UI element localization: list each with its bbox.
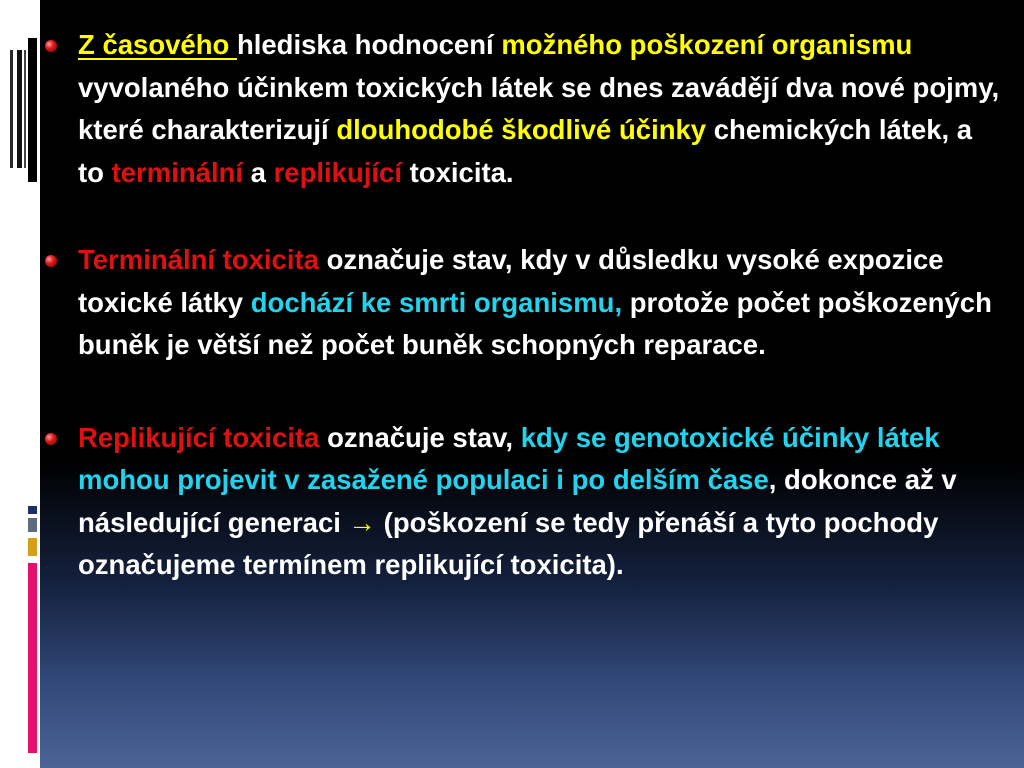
body-text: (poškození se tedy přenáší a tyto pochody označujeme termínem replikující toxicita).	[78, 506, 939, 580]
body-text: chemických látek, a to	[78, 114, 973, 188]
right-arrow-icon: →	[348, 506, 377, 538]
highlight-text: Z časového	[78, 29, 237, 60]
body-text: vyvolaného účinkem toxických látek se dnes zavádějí dva nové pojmy, které charakterizují	[78, 71, 1000, 145]
body-text: a	[243, 156, 274, 188]
body-text: označuje stav,	[319, 421, 521, 453]
red-sphere-bullet-icon	[45, 433, 57, 445]
decorative-bar	[28, 563, 37, 753]
body-text: hlediska hodnocení	[236, 29, 502, 60]
highlight-text: možného poškození organismu	[501, 29, 913, 60]
highlight-text: dlouhodobé škodlivé účinky	[336, 114, 707, 145]
bullet-item-replicating-toxicity	[45, 417, 1005, 587]
decorative-bar	[24, 50, 26, 168]
body-text: označuje stav, kdy v důsledku vysoké expozice toxické látky	[78, 244, 944, 318]
body-text: toxicita.	[402, 156, 514, 188]
term-text: Terminální toxicita	[78, 244, 319, 275]
term-text: Replikující toxicita	[78, 421, 320, 453]
decorative-bar	[10, 50, 13, 168]
red-sphere-bullet-icon	[45, 255, 57, 267]
red-sphere-bullet-icon	[45, 40, 57, 52]
decorative-bar	[28, 38, 37, 182]
highlight-text: dochází ke smrti organismu,	[250, 286, 623, 318]
highlight-text: kdy se genotoxické účinky látek mohou projevit v zasažené populaci i po delším čase	[78, 421, 940, 495]
term-text: terminální	[111, 156, 244, 188]
term-text: replikující	[273, 156, 402, 188]
body-text: protože počet poškozených buněk je větší než počet buněk schopných reparace.	[78, 286, 992, 360]
decorative-bar	[17, 50, 22, 168]
decorative-bar	[28, 506, 37, 514]
bullet-item-time-perspective	[45, 24, 1005, 194]
slide-content	[45, 24, 1005, 587]
decorative-bar	[28, 518, 37, 532]
body-text: , dokonce až v následující generaci	[78, 464, 957, 538]
decorative-bar	[28, 538, 37, 556]
bullet-item-terminal-toxicity	[45, 239, 1005, 367]
